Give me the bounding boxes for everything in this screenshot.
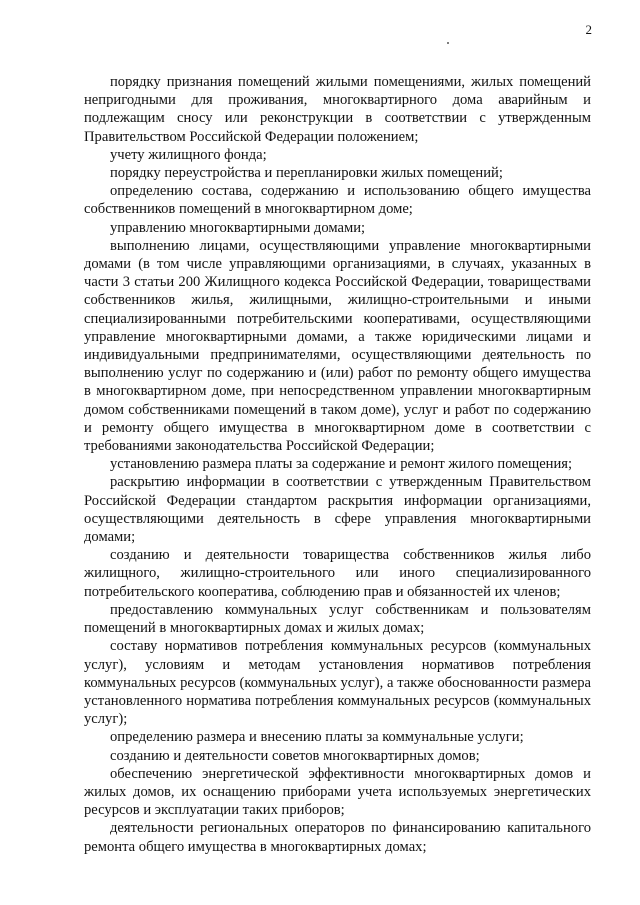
paragraph: деятельности региональных операторов по финансированию капитального ремонта общего имущества в многоквартирных домах; (84, 820, 591, 855)
scan-speck (447, 42, 449, 44)
paragraph: созданию и деятельности советов многоквартирных домов; (110, 747, 480, 764)
paragraph: установлению размера платы за содержание и ремонт жилого помещения; (110, 456, 573, 473)
paragraph: порядку признания помещений жилыми помещениями, жилых помещений непригодными для проживания, многоквартирного дома аварийным и подлежащим сносу или реконструкции в соответствии с утвержденным Правительством Российской Федерации положением; (84, 74, 591, 145)
paragraph: созданию и деятельности товарищества собственников жилья либо жилищного, жилищно-строительного или иного специализированного потребительского кооператива, соблюдению прав и обязанностей их членов; (84, 547, 591, 600)
paragraph: определению размера и внесению платы за коммунальные услуги; (110, 729, 524, 746)
paragraph: составу нормативов потребления коммунальных ресурсов (коммунальных услуг), условиям и методам установления нормативов потребления коммунальных ресурсов (коммунальных услуг), а также обоснованности размера установленного норматива потребления коммунальных ресурсов (коммунальных услуг); (84, 638, 591, 728)
paragraph: выполнению лицами, осуществляющими управление многоквартирными домами (в том числе управляющими организациями, в случаях, указанных в части 3 статьи 200 Жилищного кодекса Российской Федерации, товариществами собственников жилья, жилищными, жилищно-строительными и иными специализированными потребительскими кооперативами, осуществляющими управление многоквартирными домами, а также юридическими лицами и индивидуальными предпринимателями, осуществляющими деятельность по выполнению услуг по содержанию и (или) работ по ремонту общего имущества в многоквартирном доме, при непосредственном управлении многоквартирным домом собственниками помещений в таком доме), услуг и работ по содержанию и ремонту общего имущества в многоквартирном доме в соответствии с требованиями законодательства Российской Федерации; (84, 237, 591, 455)
paragraph: управлению многоквартирными домами; (110, 219, 366, 236)
paragraph: обеспечению энергетической эффективности многоквартирных домов и жилых домов, их оснащению приборами учета используемых энергетических ресурсов и эксплуатации таких приборов; (84, 765, 591, 819)
paragraph: определению состава, содержанию и использованию общего имущества собственников помещений в многоквартирном доме; (84, 183, 591, 218)
paragraph: учету жилищного фонда; (110, 146, 267, 163)
page-number: 2 (585, 22, 592, 37)
document-body (84, 73, 591, 856)
paragraph: раскрытию информации в соответствии с утвержденным Правительством Российской Федерации стандартом раскрытия информации организациями, осуществляющими деятельность в сфере управления многоквартирными домами; (84, 474, 591, 546)
paragraph: предоставлению коммунальных услуг собственникам и пользователям помещений в многоквартирных домах и жилых домах; (84, 601, 591, 637)
paragraph: порядку переустройства и перепланировки жилых помещений; (110, 165, 503, 182)
